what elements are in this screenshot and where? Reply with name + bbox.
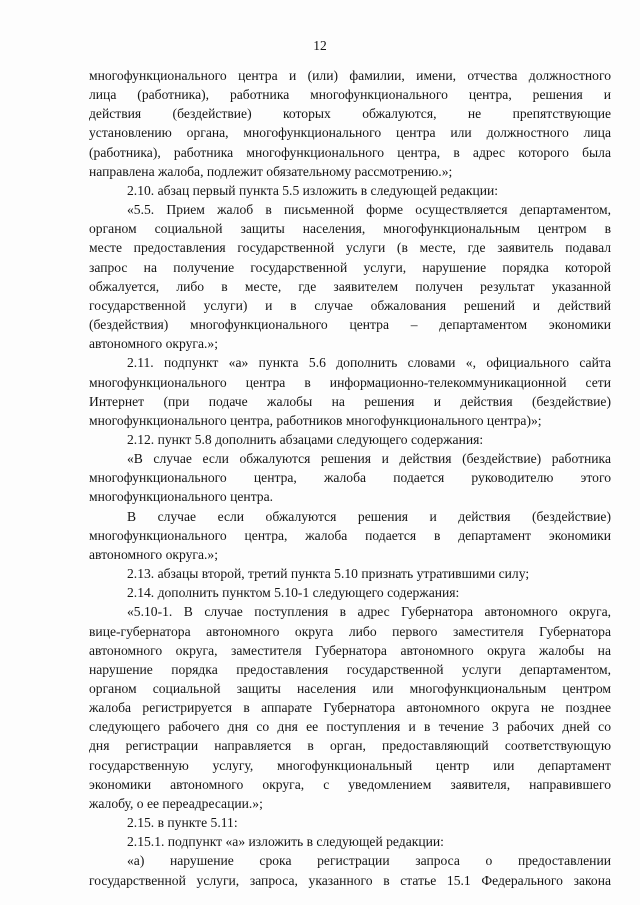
text-line: органом социальной защиты населения, многофункциональным центром в <box>89 221 611 237</box>
text-line: лица (работника), работника многофункционального центра, решения и <box>89 87 611 103</box>
text-line: 2.15. в пункте 5.11: <box>127 815 238 831</box>
text-line: «В случае если обжалуются решения и действия (бездействие) работника <box>127 451 611 467</box>
text-line: 2.11. подпункт «а» пункта 5.6 дополнить словами «, официального сайта <box>127 355 611 371</box>
text-line: многофункционального центра, работников многофункционального центра)»; <box>89 412 542 428</box>
text-line: установлению органа, многофункционального центра или должностного лица <box>89 125 611 141</box>
text-line: государственную услугу, многофункциональный центр или департамент <box>89 757 611 773</box>
text-line: обжалуется, либо в месте, где заявителем получен результат указанной <box>89 278 611 294</box>
text-line: жалобу, о ее переадресации.»; <box>89 795 263 811</box>
text-line: государственной услуги) и в случае обжалования решений и действий <box>89 297 611 313</box>
text-line: автономного округа.»; <box>89 336 218 352</box>
text-line: 2.13. абзацы второй, третий пункта 5.10 признать утратившими силу; <box>127 566 530 582</box>
text-line: запрос на получение государственной услуги, нарушение порядка которой <box>89 259 611 275</box>
text-line: В случае если обжалуются решения и действия (бездействие) <box>127 508 611 524</box>
text-line: многофункционального центра и (или) фамилии, имени, отчества должностного <box>89 68 611 83</box>
text-line: 2.14. дополнить пунктом 5.10-1 следующего содержания: <box>127 585 460 601</box>
text-line: экономики автономного округа, с уведомлением заявителя, направившего <box>89 776 611 792</box>
text-line: «5.5. Прием жалоб в письменной форме осуществляется департаментом, <box>127 202 611 218</box>
text-line: 2.10. абзац первый пункта 5.5 изложить в следующей редакции: <box>127 182 499 198</box>
text-line: государственной услуги, запроса, указанного в статье 15.1 Федерального закона <box>89 872 611 888</box>
text-line: многофункционального центра, жалоба подается руководителю этого <box>89 470 611 486</box>
text-line: многофункционального центра. <box>89 489 274 505</box>
text-line: автономного округа, заместителя Губернатора автономного округа жалобы на <box>89 642 611 658</box>
page-number: 12 <box>313 38 327 53</box>
text-line: «5.10-1. В случае поступления в адрес Губернатора автономного округа, <box>127 604 611 620</box>
text-line: органом социальной защиты населения или многофункциональным центром <box>89 681 611 696</box>
text-line: «а) нарушение срока регистрации запроса о предоставлении <box>127 853 611 869</box>
text-line: вице-губернатора автономного округа либо первого заместителя Губернатора <box>89 623 611 639</box>
text-line: 2.12. пункт 5.8 дополнить абзацами следующего содержания: <box>127 431 484 447</box>
document-body <box>89 66 611 890</box>
text-line: многофункционального центра, жалоба подается в департамент экономики <box>89 527 611 543</box>
text-line: направлена жалоба, подлежит обязательному рассмотрению.»; <box>89 163 453 179</box>
text-line: следующего рабочего дня со дня ее поступления и в течение 3 рабочих дней со <box>89 719 611 735</box>
text-line: действия (бездействие) которых обжалуются, не препятствующие <box>89 106 611 122</box>
text-line: дня регистрации направляется в орган, предоставляющий соответствующую <box>89 738 611 754</box>
text-line: нарушение порядка предоставления государственной услуги департаментом, <box>89 661 611 677</box>
text-line: автономного округа.»; <box>89 546 218 562</box>
text-line: многофункционального центра в информационно-телекоммуникационной сети <box>89 374 611 390</box>
text-line: 2.15.1. подпункт «а» изложить в следующей редакции: <box>127 834 444 850</box>
text-line: (работника), работника многофункционального центра, в адрес которого была <box>89 144 611 160</box>
text-line: (бездействия) многофункционального центра – департаментом экономики <box>89 317 611 333</box>
text-line: Интернет (при подаче жалобы на решения и действия (бездействие) <box>89 393 611 409</box>
text-line: жалоба регистрируется в аппарате Губернатора автономного округа не позднее <box>89 700 611 716</box>
text-line: месте предоставления государственной услуги (в месте, где заявитель подавал <box>89 240 611 256</box>
